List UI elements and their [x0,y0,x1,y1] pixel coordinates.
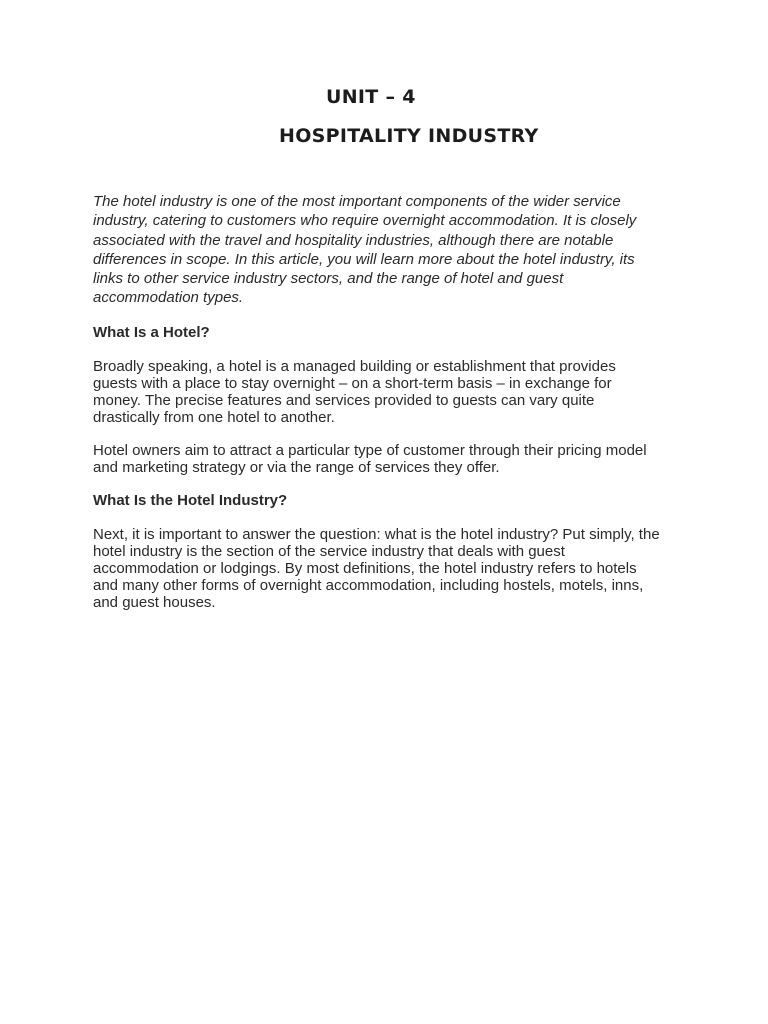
unit-title: UNIT – 4 [326,86,416,108]
body-paragraph: Broadly speaking, a hotel is a managed building or establishment that provides guests with a place to stay overnight – on a short-term basis – in exchange for money. The precise features and services provided to guests can vary quite drastically from one hotel to another. [93,357,616,426]
page-title: HOSPITALITY INDUSTRY [279,125,539,147]
section-what-is-the-hotel-industry [93,492,673,611]
intro-paragraph: The hotel industry is one of the most important components of the wider service industry, catering to customers who require overnight accommodation. It is closely associated with the travel and hospitality industries, although there are notable differences in scope. In this article, you will learn more about the hotel industry, its links to other service industry sectors, and the range of hotel and guest accommodation types. [93,193,637,307]
body-paragraph: Next, it is important to answer the question: what is the hotel industry? Put simply, the hotel industry is the section of the service industry that deals with guest accommodation or lodgings. By most definitions, the hotel industry refers to hotels and many other forms of overnight accommodation, including hostels, motels, inns, and guest houses. [93,525,660,611]
section-heading: What Is a Hotel? [93,323,210,341]
section-what-is-a-hotel [93,324,673,476]
document-body [93,192,673,627]
body-paragraph: Hotel owners aim to attract a particular type of customer through their pricing model and marketing strategy or via the range of services they offer. [93,441,647,476]
section-heading: What Is the Hotel Industry? [93,491,288,509]
